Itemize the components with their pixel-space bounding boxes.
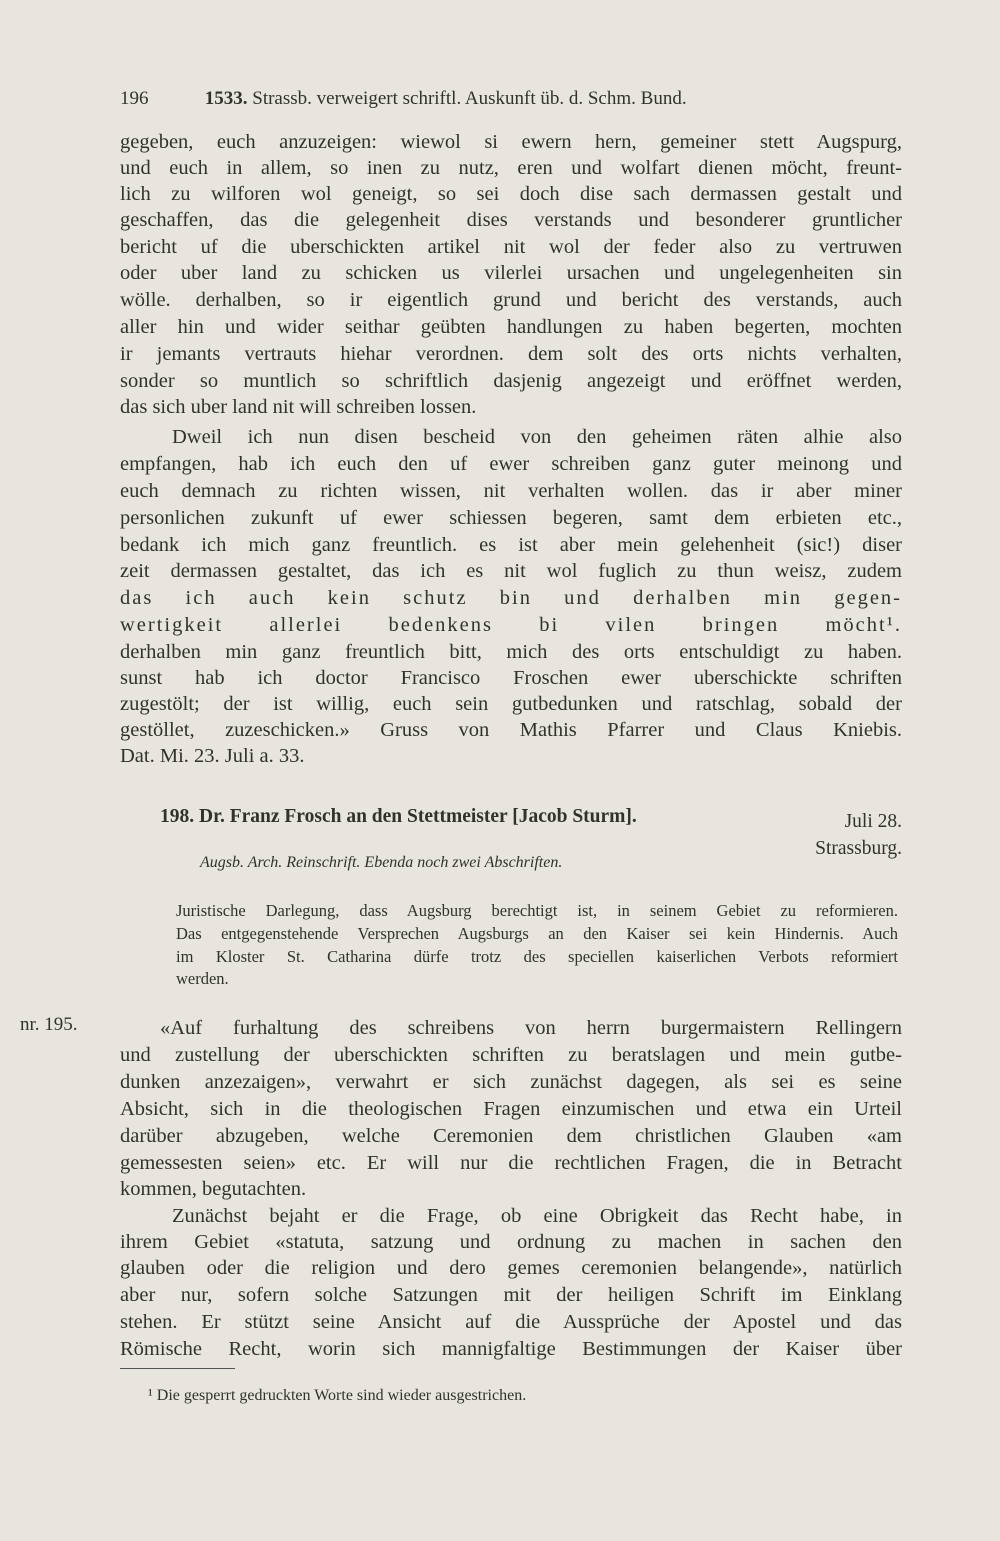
text-line: derhalben min ganz freuntlich bitt, mich des orts entschuldigt zu haben. (120, 641, 902, 663)
text-line: Dat. Mi. 23. Juli a. 33. (120, 745, 305, 767)
text-line: zeit dermassen gestaltet, das ich es nit wol fuglich zu thun weisz, zudem (120, 560, 902, 582)
summary-line: Juristische Darlegung, dass Augsburg berechtigt ist, in seinem Gebiet zu reformieren. (176, 901, 898, 920)
footnote-divider (120, 1368, 235, 1369)
text-line: sunst hab ich doctor Francisco Froschen ewer uberschickte schriften (120, 667, 902, 689)
text-line: glauben oder die religion und dero gemes ceremonien belangende», natürlich (120, 1257, 902, 1279)
page-number: 196 (120, 88, 149, 109)
text-line: darüber abzugeben, welche Ceremonien dem christlichen Glauben «am (120, 1125, 902, 1147)
running-title: Strassb. verweigert schriftl. Auskunft üb. d. Schm. Bund. (252, 88, 687, 109)
running-header (120, 88, 820, 110)
text-line: und euch in allem, so inen zu nutz, eren und wolfart dienen möcht, freunt- (120, 157, 902, 179)
margin-reference: nr. 195. (20, 1014, 78, 1035)
header-year: 1533. (204, 88, 248, 109)
text-line: stehen. Er stützt seine Ansicht auf die Aussprüche der Apostel und das (120, 1311, 902, 1333)
text-line: sonder so muntlich so schriftlich dasjenig angezeigt und eröffnet werden, (120, 370, 902, 392)
text-line: gegeben, euch anzuzeigen: wiewol si ewern hern, gemeiner stett Augspurg, (120, 131, 902, 153)
text-line: bedank ich mich ganz freuntlich. es ist aber mein gelehenheit (sic!) diser (120, 534, 902, 556)
text-line: und zustellung der uberschickten schriften zu beratslagen und mein gutbe- (120, 1044, 902, 1066)
text-line: bericht uf die uberschickten artikel nit wol der feder also zu vertruwen (120, 236, 902, 258)
text-line: oder uber land zu schicken us vilerlei ursachen und ungelegenheiten sin (120, 262, 902, 284)
text-line: Dweil ich nun disen bescheid von den geheimen räten alhie also (172, 426, 902, 448)
document-date: Juli 28. (844, 811, 902, 832)
text-line: ihrem Gebiet «statuta, satzung und ordnung zu machen in sachen den (120, 1231, 902, 1253)
document-date-place (815, 808, 902, 862)
document-title: 198. Dr. Franz Frosch an den Stettmeister [Jacob Sturm]. (160, 806, 637, 827)
text-line: empfangen, hab ich euch den uf ewer schreiben ganz guter meinong und (120, 453, 902, 475)
summary-line: werden. (176, 969, 229, 988)
text-line-spaced: das ich auch kein schutz bin und derhalben min gegen- (120, 587, 902, 609)
text-line: gestöllet, zuzeschicken.» Gruss von Mathis Pfarrer und Claus Kniebis. (120, 719, 902, 741)
text-line: aber nur, sofern solche Satzungen mit der heiligen Schrift im Einklang (120, 1284, 902, 1306)
text-line: Absicht, sich in die theologischen Fragen einzumischen und etwa ein Urteil (120, 1098, 902, 1120)
text-line: ir jemants vertrauts hiehar verordnen. dem solt des orts nichts verhalten, (120, 343, 902, 365)
text-line: euch demnach zu richten wissen, nit verhalten wollen. das ir aber miner (120, 480, 902, 502)
text-line: «Auf furhaltung des schreibens von herrn burgermaistern Rellingern (160, 1017, 902, 1039)
footnote: ¹ Die gesperrt gedruckten Worte sind wieder ausgestrichen. (148, 1387, 527, 1404)
summary-line: im Kloster St. Catharina dürfe trotz des speciellen kaiserlichen Verbots reformiert (176, 947, 898, 966)
text-line: Zunächst bejaht er die Frage, ob eine Obrigkeit das Recht habe, in (172, 1205, 902, 1227)
text-line: das sich uber land nit will schreiben lossen. (120, 396, 477, 418)
text-line: geschaffen, das die gelegenheit dises verstands und besonderer gruntlicher (120, 209, 902, 231)
text-line: kommen, begutachten. (120, 1178, 307, 1200)
text-line: gemessesten seien» etc. Er will nur die rechtlichen Fragen, die in Betracht (120, 1152, 902, 1174)
summary-line: Das entgegenstehende Versprechen Augsburgs an den Kaiser sei kein Hindernis. Auch (176, 924, 898, 943)
text-line: zugestölt; der ist willig, euch sein gutbedunken und ratschlag, sobald der (120, 693, 902, 715)
archive-source: Augsb. Arch. Reinschrift. Ebenda noch zwei Abschriften. (200, 854, 563, 871)
text-line: Römische Recht, worin sich mannigfaltige Bestimmungen der Kaiser über (120, 1338, 902, 1360)
text-line-spaced: wertigkeit allerlei bedenkens bi vilen bringen möcht¹. (120, 614, 902, 636)
text-line: personlichen zukunft uf ewer schiessen begeren, samt dem erbieten etc., (120, 507, 902, 529)
text-line: aller hin und wider seithar geübten handlungen zu haben begerten, mochten (120, 316, 902, 338)
text-line: lich zu wilforen wol geneigt, so sei doch dise sach dermassen gestalt und (120, 183, 902, 205)
text-line: dunken anzezaigen», verwahrt er sich zunächst dagegen, als sei es seine (120, 1071, 902, 1093)
text-line: wölle. derhalben, so ir eigentlich grund und bericht des verstands, auch (120, 289, 902, 311)
document-place: Strassburg. (815, 838, 902, 859)
